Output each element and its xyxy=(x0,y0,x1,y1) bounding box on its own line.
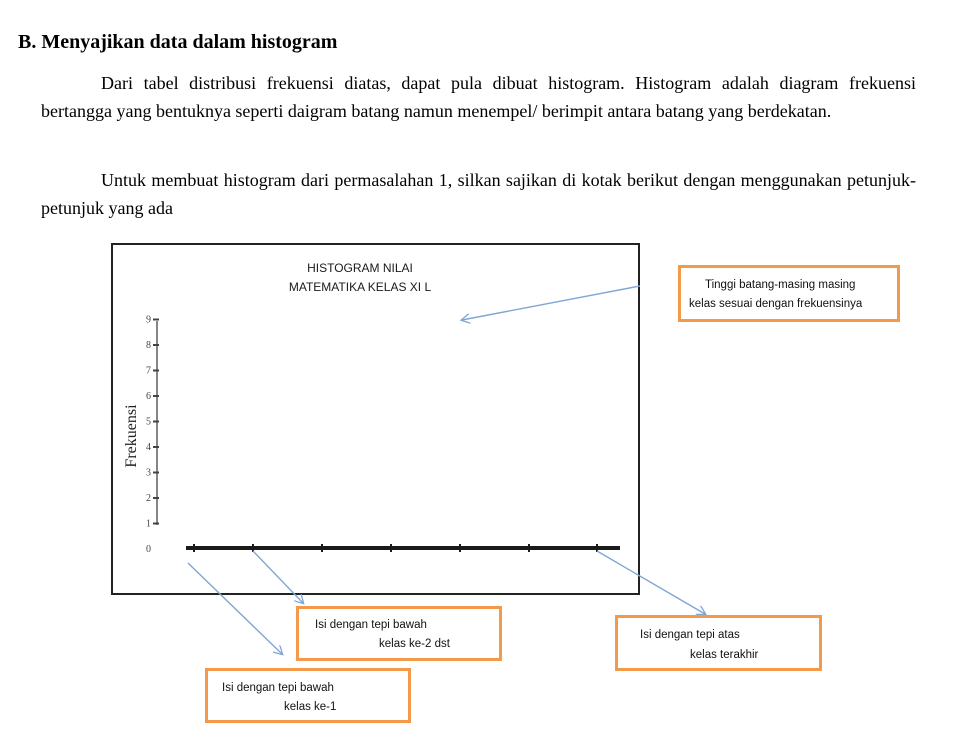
callout-last-line2: kelas terakhir xyxy=(690,649,759,661)
callout-bar-height xyxy=(678,265,900,322)
y-tick-label: 8 xyxy=(146,340,151,351)
callout-class2-line1: Isi dengan tepi bawah xyxy=(315,619,427,631)
arrow-to-bar-area xyxy=(462,286,640,320)
section-heading: B. Menyajikan data dalam histogram xyxy=(18,31,338,53)
callout-class1-lower-edge xyxy=(205,668,411,723)
callout-bar-height-line2: kelas sesuai dengan frekuensinya xyxy=(689,298,863,310)
y-tick-label: 3 xyxy=(146,467,151,479)
paragraph2-text: Untuk membuat histogram dari permasalahan 1, silkan sajikan di kotak berikut dengan menggunakan petunjuk-petunjuk yang ada xyxy=(41,170,916,218)
y-tick-label: 6 xyxy=(146,391,151,402)
chart-title-line1: HISTOGRAM NILAI xyxy=(307,261,413,275)
callout-class1-line1: Isi dengan tepi bawah xyxy=(222,682,334,694)
callout-class2-line2: kelas ke-2 dst xyxy=(379,638,450,650)
arrow-to-last-edge xyxy=(597,551,705,614)
chart-title-line2: MATEMATIKA KELAS XI L xyxy=(288,280,432,294)
paragraph1-text: Dari tabel distribusi frekuensi diatas, dapat pula dibuat histogram. Histogram adalah diagram frekuensi bertangga yang bentuknya seperti daigram batang namun menempel/ berimpit antara batang yang berdekatan. xyxy=(41,73,916,121)
callout-class1-line2: kelas ke-1 xyxy=(284,701,337,713)
arrow-to-class2-edge xyxy=(253,551,303,603)
y-tick-label: 0 xyxy=(146,544,151,555)
y-axis-label: Frekuensi xyxy=(123,404,140,468)
y-tick-label: 1 xyxy=(146,518,151,530)
y-tick-label: 5 xyxy=(146,416,151,428)
y-tick-label: 2 xyxy=(146,493,151,504)
arrow-to-class1-edge xyxy=(188,563,282,654)
callout-class2-lower-edge xyxy=(296,606,502,661)
callout-bar-height-line1: Tinggi batang-masing masing xyxy=(705,279,856,291)
y-tick-label: 4 xyxy=(146,442,151,453)
y-tick-label: 7 xyxy=(146,365,151,377)
y-tick-label: 9 xyxy=(146,314,151,326)
callout-last-upper-edge xyxy=(615,615,822,671)
callout-last-line1: Isi dengan tepi atas xyxy=(640,629,740,641)
